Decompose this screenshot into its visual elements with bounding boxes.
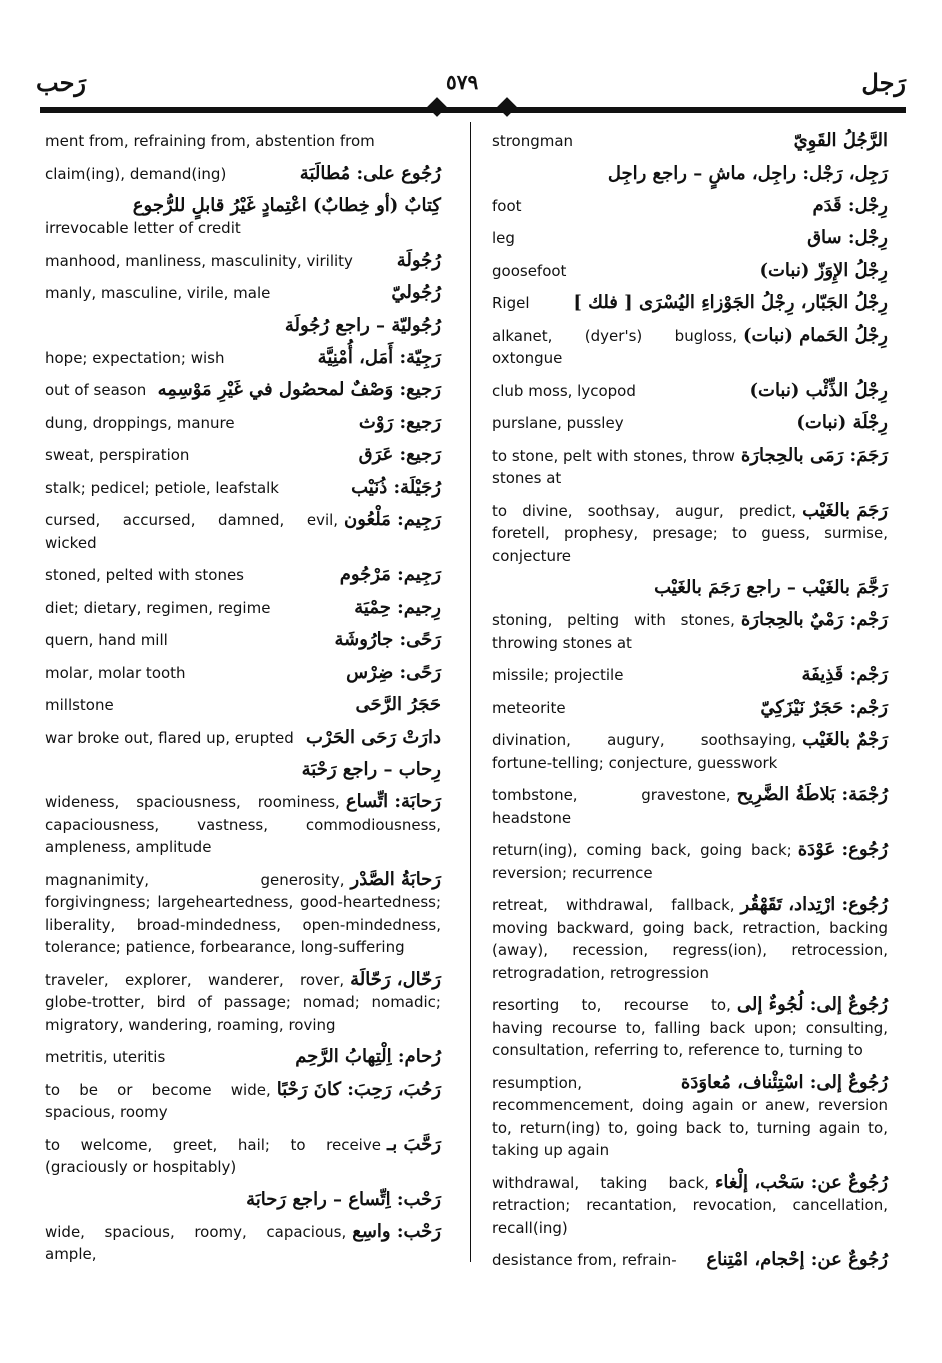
arabic-headword: رَحّال، رَحّالَة: [350, 968, 441, 990]
english-definition: cursed, accursed, damned, evil, wicked: [45, 511, 339, 552]
arabic-headword: رَجِيم: مَرْجُوم: [339, 564, 441, 585]
english-definition: resorting to, recourse to, having recourse to, falling back upon; consulting, consultation, referring to, reference to, turning to: [492, 996, 888, 1059]
dictionary-entry: [45, 509, 441, 554]
arabic-headword: رِجْلُ الذِّئْب (نبات): [749, 379, 888, 401]
arabic-headword: رَجيع: وَصْفٌ لمحصُول في غَيْرِ مَوْسِمِه: [157, 379, 441, 400]
english-definition: traveler, explorer, wanderer, rover, globe-trotter, bird of passage; nomad; nomadic; migratory, wandering, roaming, roving: [45, 970, 441, 1034]
arabic-headword: رِحاب – راجع رَحْبَة: [301, 759, 441, 780]
dictionary-entry: [45, 1079, 441, 1124]
arabic-headword: رِجْل: ساق: [807, 227, 888, 248]
english-definition: return(ing), coming back, going back; reversion; recurrence: [492, 841, 792, 882]
dictionary-entry: [45, 759, 441, 781]
dictionary-entry: [45, 869, 441, 959]
dictionary-entry: [45, 662, 441, 685]
english-definition: Rigel: [492, 294, 530, 312]
english-definition: claim(ing), demand(ing): [45, 164, 227, 183]
arabic-headword: رَجْمٌ بالغَيْب: [802, 729, 888, 750]
english-definition: wide, spacious, roomy, capacious, ample,: [45, 1222, 347, 1263]
english-definition: molar, molar tooth: [45, 663, 186, 682]
english-definition: irrevocable letter of credit: [45, 219, 241, 237]
dictionary-entry: [492, 163, 888, 185]
english-definition: wideness, spaciousness, roominess, capaciousness, vastness, commodiousness, ampleness, amplitude: [45, 793, 441, 856]
dictionary-entry: [45, 412, 441, 435]
arabic-headword: الرَّجُلُ القَوِيّ: [793, 130, 888, 151]
dictionary-entry: [45, 379, 441, 402]
dictionary-entry: [45, 597, 441, 620]
dictionary-entry: [492, 500, 888, 568]
dictionary-entry: [492, 609, 888, 654]
english-definition: club moss, lycopod: [492, 381, 636, 400]
arabic-headword: رَجِل، رَجْل: راجِل، ماشٍ – راجع راجِل: [607, 162, 888, 184]
english-definition: to stone, pelt with stones, throw stones at: [492, 446, 735, 487]
arabic-headword: رَحْب: اِتِّساع – راجع رَحابَة: [246, 1188, 441, 1210]
arabic-headword: رَحابَة: اتِّساع: [345, 791, 441, 812]
arabic-headword: رَجَمَ: رَمَى بالحِجارَة: [740, 444, 888, 466]
arabic-headword: رِجْل: قَدَم: [812, 194, 888, 216]
arabic-headword: رُجُوعٌ إلى: اسْتِئْناف، مُعاوَدَة: [680, 1071, 888, 1093]
arabic-headword: كِتابٌ (أو خِطابٌ) اعْتِمادٍ غَيْرُ قابلٍ للرُّجوع: [132, 195, 441, 216]
arabic-headword: دارَتْ رَحَى الحَرْب: [306, 726, 441, 748]
dictionary-entry: [45, 1189, 441, 1211]
english-definition: metritis, uteritis: [45, 1048, 166, 1066]
dictionary-entry: [45, 347, 441, 370]
english-definition: magnanimity, generosity, forgivingness; largeheartedness, good-heartedness; liberality, broad-mindedness, open-mindedness, tolerance; patience, forbearance, long-suffering: [45, 870, 441, 956]
english-definition: ment from, refraining from, abstention from: [45, 132, 375, 150]
arabic-headword: رَجيع: عَرَق: [358, 444, 441, 465]
english-definition: quern, hand mill: [45, 631, 168, 649]
english-definition: dung, droppings, manure: [45, 413, 235, 432]
dictionary-entry: [492, 292, 888, 315]
english-definition: stoned, pelted with stones: [45, 566, 244, 584]
dictionary-entry: [492, 325, 888, 370]
english-definition: resumption, recommencement, doing again or anew, reversion to, return(ing) to, going back to, turning again to, taking up again: [492, 1073, 888, 1159]
arabic-headword: رَجَّمَ بالغَيْب – راجع رَجَمَ بالغَيْب: [654, 577, 888, 598]
arabic-headword: رَجَمَ بالغَيْب: [802, 499, 888, 521]
dictionary-entry: [45, 130, 441, 153]
dictionary-entry: [45, 195, 441, 240]
dictionary-entry: [45, 629, 441, 652]
dictionary-entry: [492, 1072, 888, 1162]
english-definition: foot: [492, 196, 522, 215]
english-definition: manhood, manliness, masculinity, virility: [45, 251, 353, 270]
english-definition: hope; expectation; wish: [45, 348, 225, 367]
english-definition: leg: [492, 229, 515, 247]
arabic-headword: رَجِيّة: أَمَل، أُمْنِيَّة: [317, 346, 441, 368]
arabic-headword: رَجيع: رَوْث: [358, 411, 441, 433]
arabic-headword: رُحام: اِلْتِهابُ الرَّحِم: [295, 1046, 441, 1067]
english-definition: stalk; pedicel; petiole, leafstalk: [45, 478, 279, 497]
english-definition: to welcome, greet, hail; to receive (graciously or hospitably): [45, 1135, 381, 1176]
english-definition: sweat, perspiration: [45, 446, 190, 464]
english-definition: manly, masculine, virile, male: [45, 284, 271, 302]
arabic-headword: رُجُوعٌ عن: سَحْب، إلْغاء: [714, 1171, 888, 1193]
dictionary-entry: [45, 282, 441, 305]
english-definition: meteorite: [492, 698, 566, 717]
arabic-headword: رُجُوعٌ عن: إحْجام، امْتِناع: [706, 1249, 888, 1270]
english-definition: retreat, withdrawal, fallback, moving backward, going back, retraction, backing (away), recession, regress(ion), retrocession, retrogradation, retrogression: [492, 896, 888, 982]
english-definition: alkanet, (dyer's) bugloss, oxtongue: [492, 326, 737, 367]
arabic-headword: رُجُولَة: [396, 249, 441, 271]
arabic-headword: رَحَّبَ بـ: [386, 1133, 441, 1155]
dictionary-entry: [492, 697, 888, 720]
arabic-headword: رَجْم: حَجَرٌ نَيْزَكِيّ: [760, 696, 888, 718]
arabic-headword: رُجُوع على: مُطالَبَة: [299, 162, 441, 184]
arabic-headword: رِجيم: حِمْيَة: [354, 596, 441, 618]
column-divider: [470, 122, 471, 1262]
arabic-headword: رَحُبَ، رَحِبَ: كانَ رَحْبًا: [276, 1078, 441, 1100]
arabic-headword: رُجُوليّ: [391, 282, 441, 303]
arabic-headword: رِجْلُ الجَبّار، رِجْلُ الجَوْزاءِ اليُسْرَى [ فلك ]: [573, 292, 888, 313]
dictionary-entry: [492, 1172, 888, 1240]
arabic-headword: رَحْب: واسِع: [352, 1220, 441, 1242]
arabic-headword: رِجْلُ الحَمام (نبات): [742, 324, 888, 346]
dictionary-entry: [492, 130, 888, 153]
arabic-headword: رُجُوع: ارْتِداد، تَقَهْقُر: [740, 894, 888, 915]
english-definition: to be or become wide, spacious, roomy: [45, 1080, 271, 1121]
arabic-headword: حَجَرُ الرَّحَى: [355, 694, 441, 715]
dictionary-entry: [492, 412, 888, 435]
dictionary-entry: [45, 791, 441, 859]
dictionary-entry: [45, 477, 441, 500]
guide-word-left: رَحب: [36, 68, 86, 97]
dictionary-entry: [492, 664, 888, 687]
dictionary-entry: [492, 380, 888, 403]
dictionary-entry: [492, 195, 888, 218]
dictionary-entry: [45, 444, 441, 467]
dictionary-entry: [45, 1046, 441, 1069]
arabic-headword: رِجْلُ الإِوَزّ (نبات): [759, 259, 888, 281]
right-column: [492, 130, 888, 1282]
english-definition: stoning, pelting with stones, throwing stones at: [492, 611, 735, 652]
arabic-headword: رُجْمَة: بَلاطَةُ الضَّرِيح: [736, 784, 888, 805]
dictionary-entry: [492, 839, 888, 884]
dictionary-entry: [45, 250, 441, 273]
dictionary-entry: [492, 894, 888, 984]
arabic-headword: رُجُوع: عَوْدَة: [797, 839, 888, 860]
english-definition: divination, augury, soothsaying, fortune-telling; conjecture, guesswork: [492, 731, 797, 772]
arabic-headword: رَحًى: ضِرْس: [346, 661, 441, 683]
english-definition: purslane, pussley: [492, 414, 624, 432]
dictionary-entry: [45, 1134, 441, 1179]
arabic-headword: رَجْم: قَذِيفَة: [801, 664, 888, 685]
english-definition: to divine, soothsay, augur, predict, foretell, prophesy, presage; to guess, surmise, conjecture: [492, 501, 888, 565]
arabic-headword: رَجْم: رَمْيٌ بالحِجارَة: [740, 609, 888, 630]
dictionary-entry: [492, 729, 888, 774]
english-definition: goosefoot: [492, 261, 567, 280]
dictionary-entry: [45, 727, 441, 750]
dictionary-entry: [492, 1249, 888, 1272]
dictionary-entry: [492, 994, 888, 1062]
guide-word-right: رَجل: [861, 68, 906, 97]
dictionary-entry: [492, 784, 888, 829]
english-definition: millstone: [45, 696, 114, 714]
dictionary-entry: [45, 163, 441, 186]
english-definition: war broke out, flared up, erupted: [45, 728, 294, 747]
page-header: [0, 68, 942, 108]
arabic-headword: رَحًى: جارُوشَة: [334, 629, 441, 650]
dictionary-entry: [45, 315, 441, 337]
arabic-headword: رِجْلَة (نبات): [796, 412, 888, 433]
dictionary-entry: [492, 445, 888, 490]
dictionary-entry: [45, 969, 441, 1037]
english-definition: out of season: [45, 381, 147, 399]
dictionary-entry: [45, 564, 441, 587]
arabic-headword: رُجُوعٌ إلى: لُجُوءٌ إلى: [736, 994, 888, 1015]
dictionary-entry: [492, 577, 888, 599]
dictionary-entry: [45, 1221, 441, 1266]
arabic-headword: رُجُوليّة – راجع رُجُولَة: [284, 314, 441, 336]
arabic-headword: رَجِيم: مَلْعُون: [344, 509, 441, 530]
english-definition: desistance from, refrain-: [492, 1251, 677, 1269]
dictionary-entry: [45, 694, 441, 717]
dictionary-entry: [492, 260, 888, 283]
arabic-headword: رُجَيْلَة: ذُنَيْب: [351, 476, 441, 498]
english-definition: strongman: [492, 132, 574, 150]
dictionary-entry: [492, 227, 888, 250]
page-number: ٥٧٩: [446, 70, 479, 94]
english-definition: diet; dietary, regimen, regime: [45, 598, 271, 617]
english-definition: missile; projectile: [492, 666, 624, 684]
arabic-headword: رَحابَةُ الصَّدْر: [350, 868, 441, 890]
english-definition: withdrawal, taking back, retraction; recantation, revocation, cancellation, recall(ing): [492, 1173, 888, 1237]
left-column: [45, 130, 441, 1276]
header-rule: [40, 107, 906, 113]
english-definition: tombstone, gravestone, headstone: [492, 786, 731, 827]
